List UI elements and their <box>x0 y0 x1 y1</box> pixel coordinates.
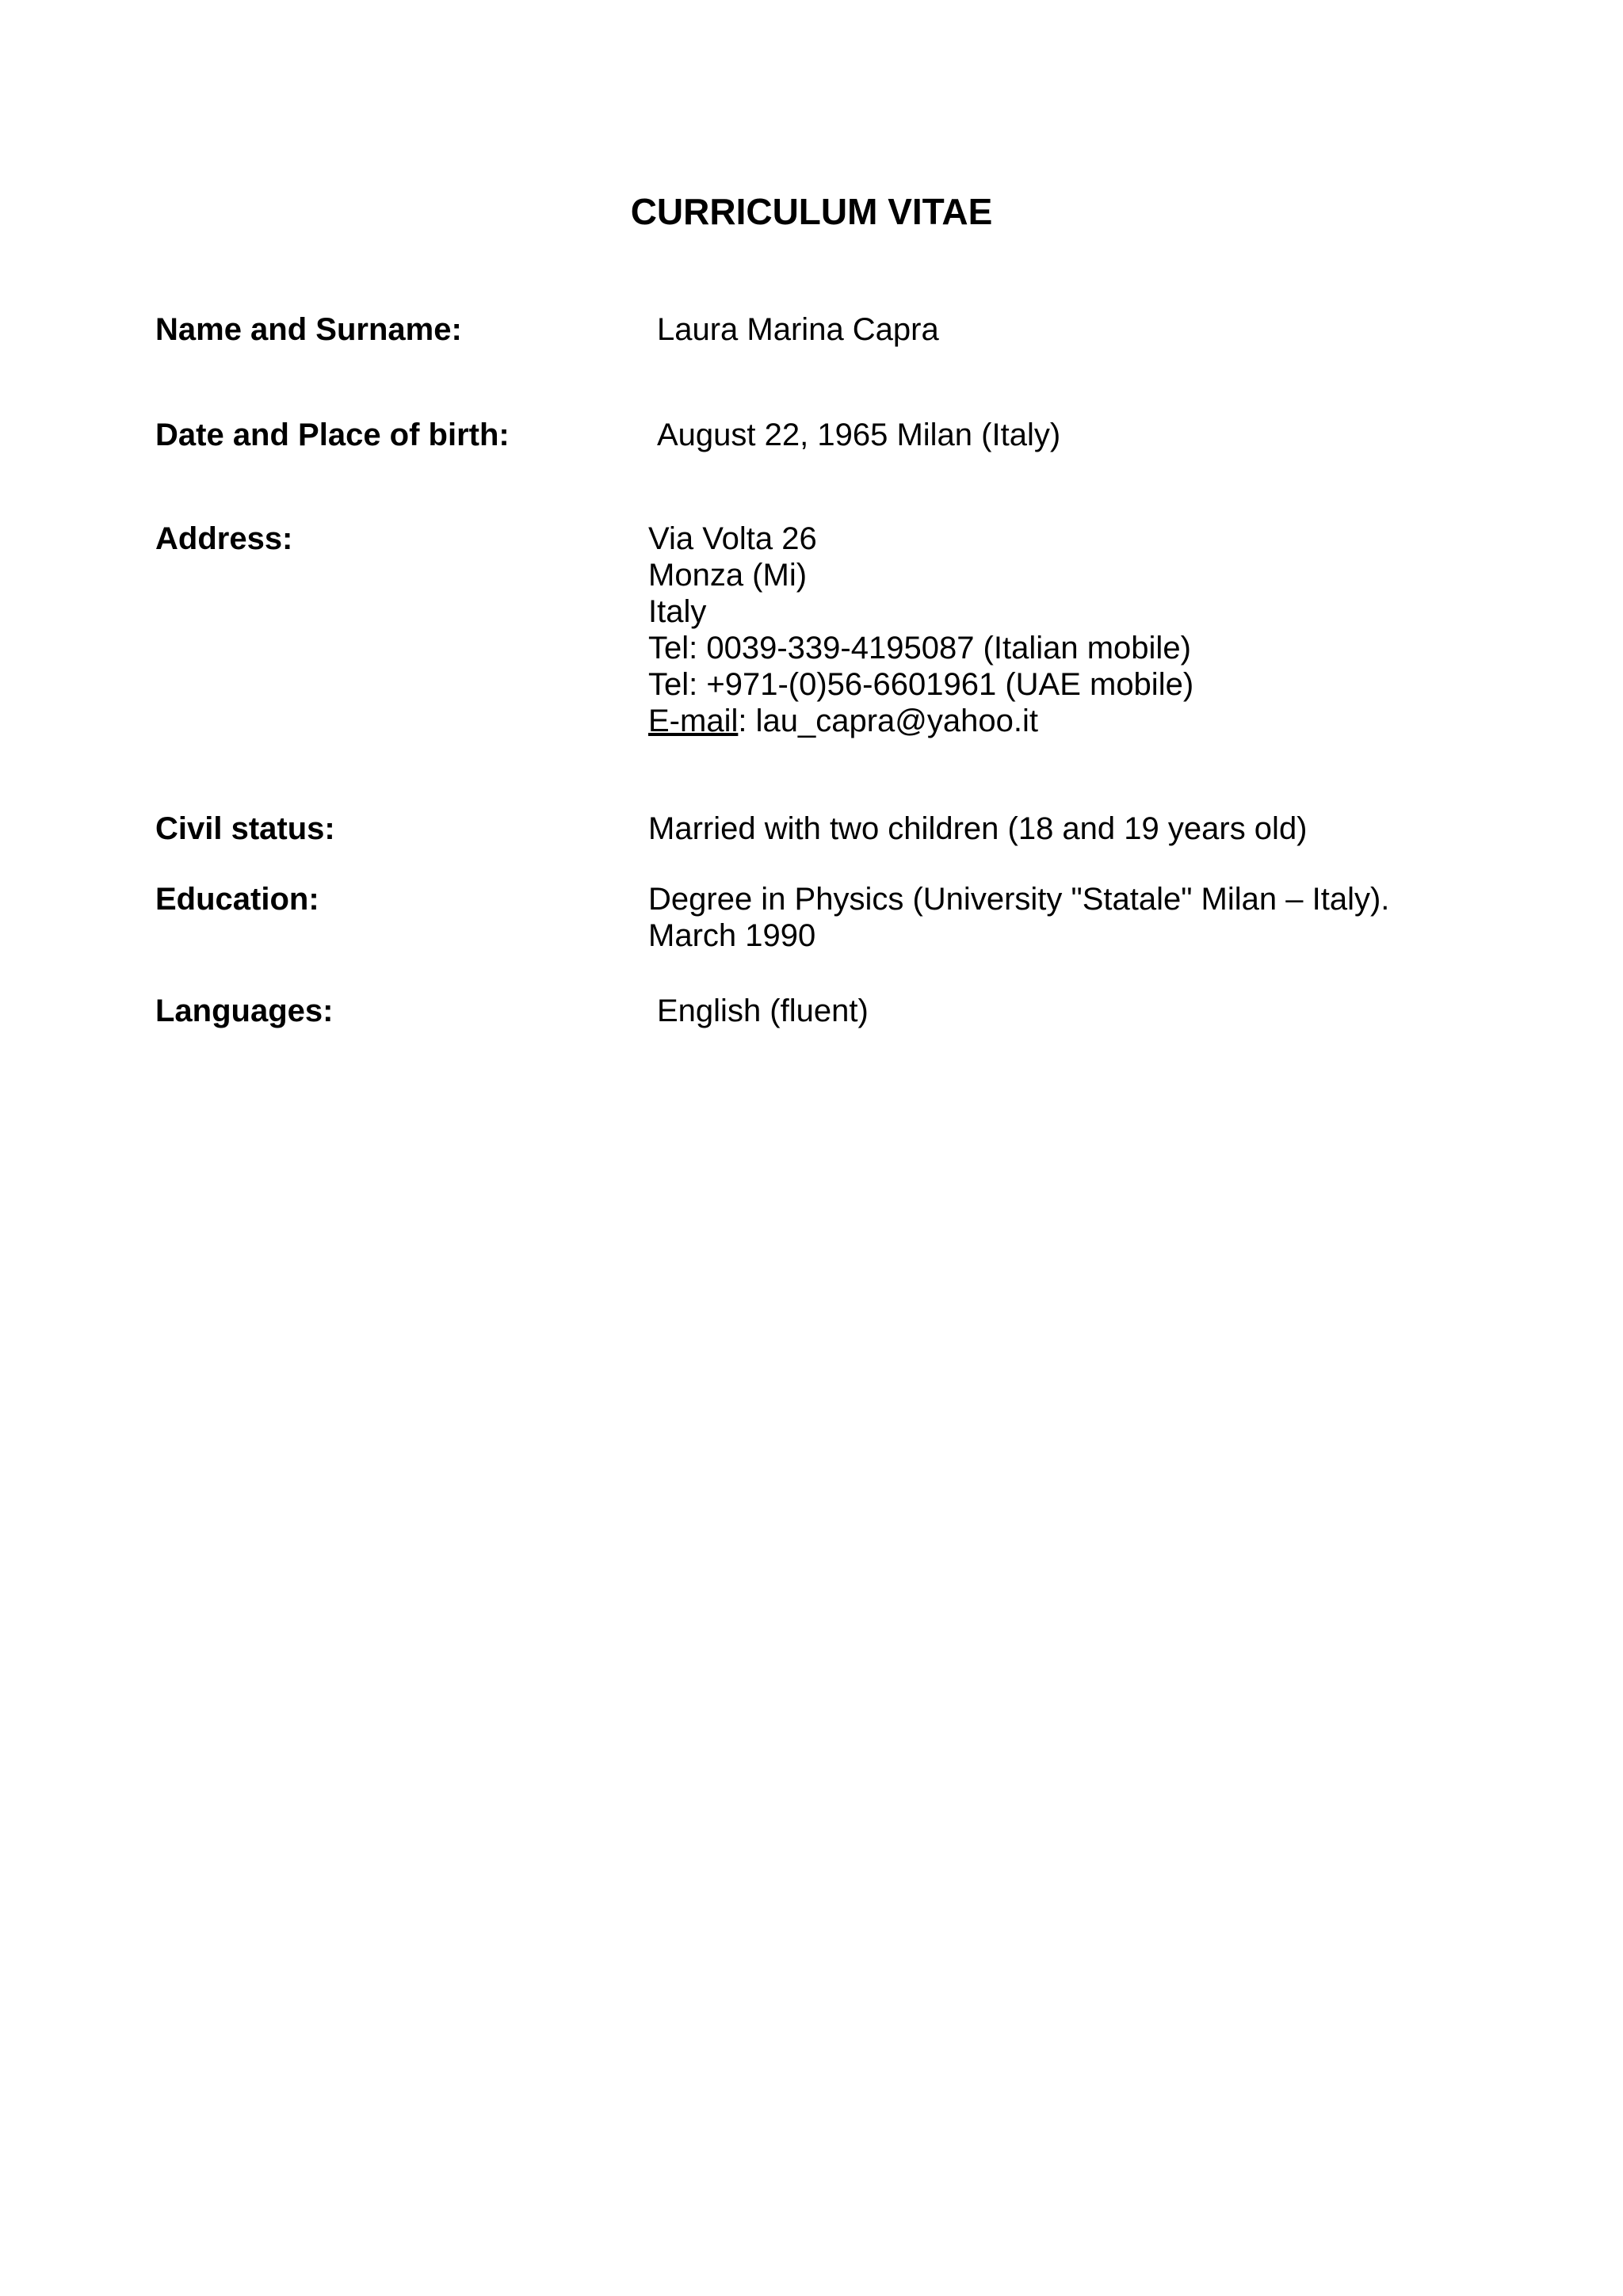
languages-label: Languages: <box>155 994 334 1028</box>
languages-value: English (fluent) <box>657 994 869 1028</box>
address-city: Monza (Mi) <box>648 558 808 593</box>
birth-label: Date and Place of birth: <box>155 418 510 452</box>
civil-status-label: Civil status: <box>155 811 335 846</box>
education-value <box>648 881 1389 954</box>
education-date: March 1990 <box>648 918 816 953</box>
education-label: Education: <box>155 882 319 917</box>
civil-status-value: Married with two children (18 and 19 years old) <box>648 811 1308 846</box>
address-street: Via Volta 26 <box>648 521 817 556</box>
address-email <box>648 703 1193 739</box>
address-country: Italy <box>648 594 707 629</box>
name-value: Laura Marina Capra <box>657 312 939 347</box>
name-label: Name and Surname: <box>155 312 462 347</box>
education-degree: Degree in Physics (University "Statale" Milan – Italy). <box>648 882 1390 917</box>
birth-value: August 22, 1965 Milan (Italy) <box>657 418 1061 452</box>
address-value <box>648 521 1193 739</box>
address-phone-uae: Tel: +971-(0)56-6601961 (UAE mobile) <box>648 667 1194 702</box>
email-value: : lau_capra@yahoo.it <box>738 704 1038 738</box>
email-label: E-mail <box>648 704 739 738</box>
document-title: CURRICULUM VITAE <box>630 191 993 232</box>
address-label: Address: <box>155 521 293 556</box>
address-phone-italy: Tel: 0039-339-4195087 (Italian mobile) <box>648 631 1191 666</box>
